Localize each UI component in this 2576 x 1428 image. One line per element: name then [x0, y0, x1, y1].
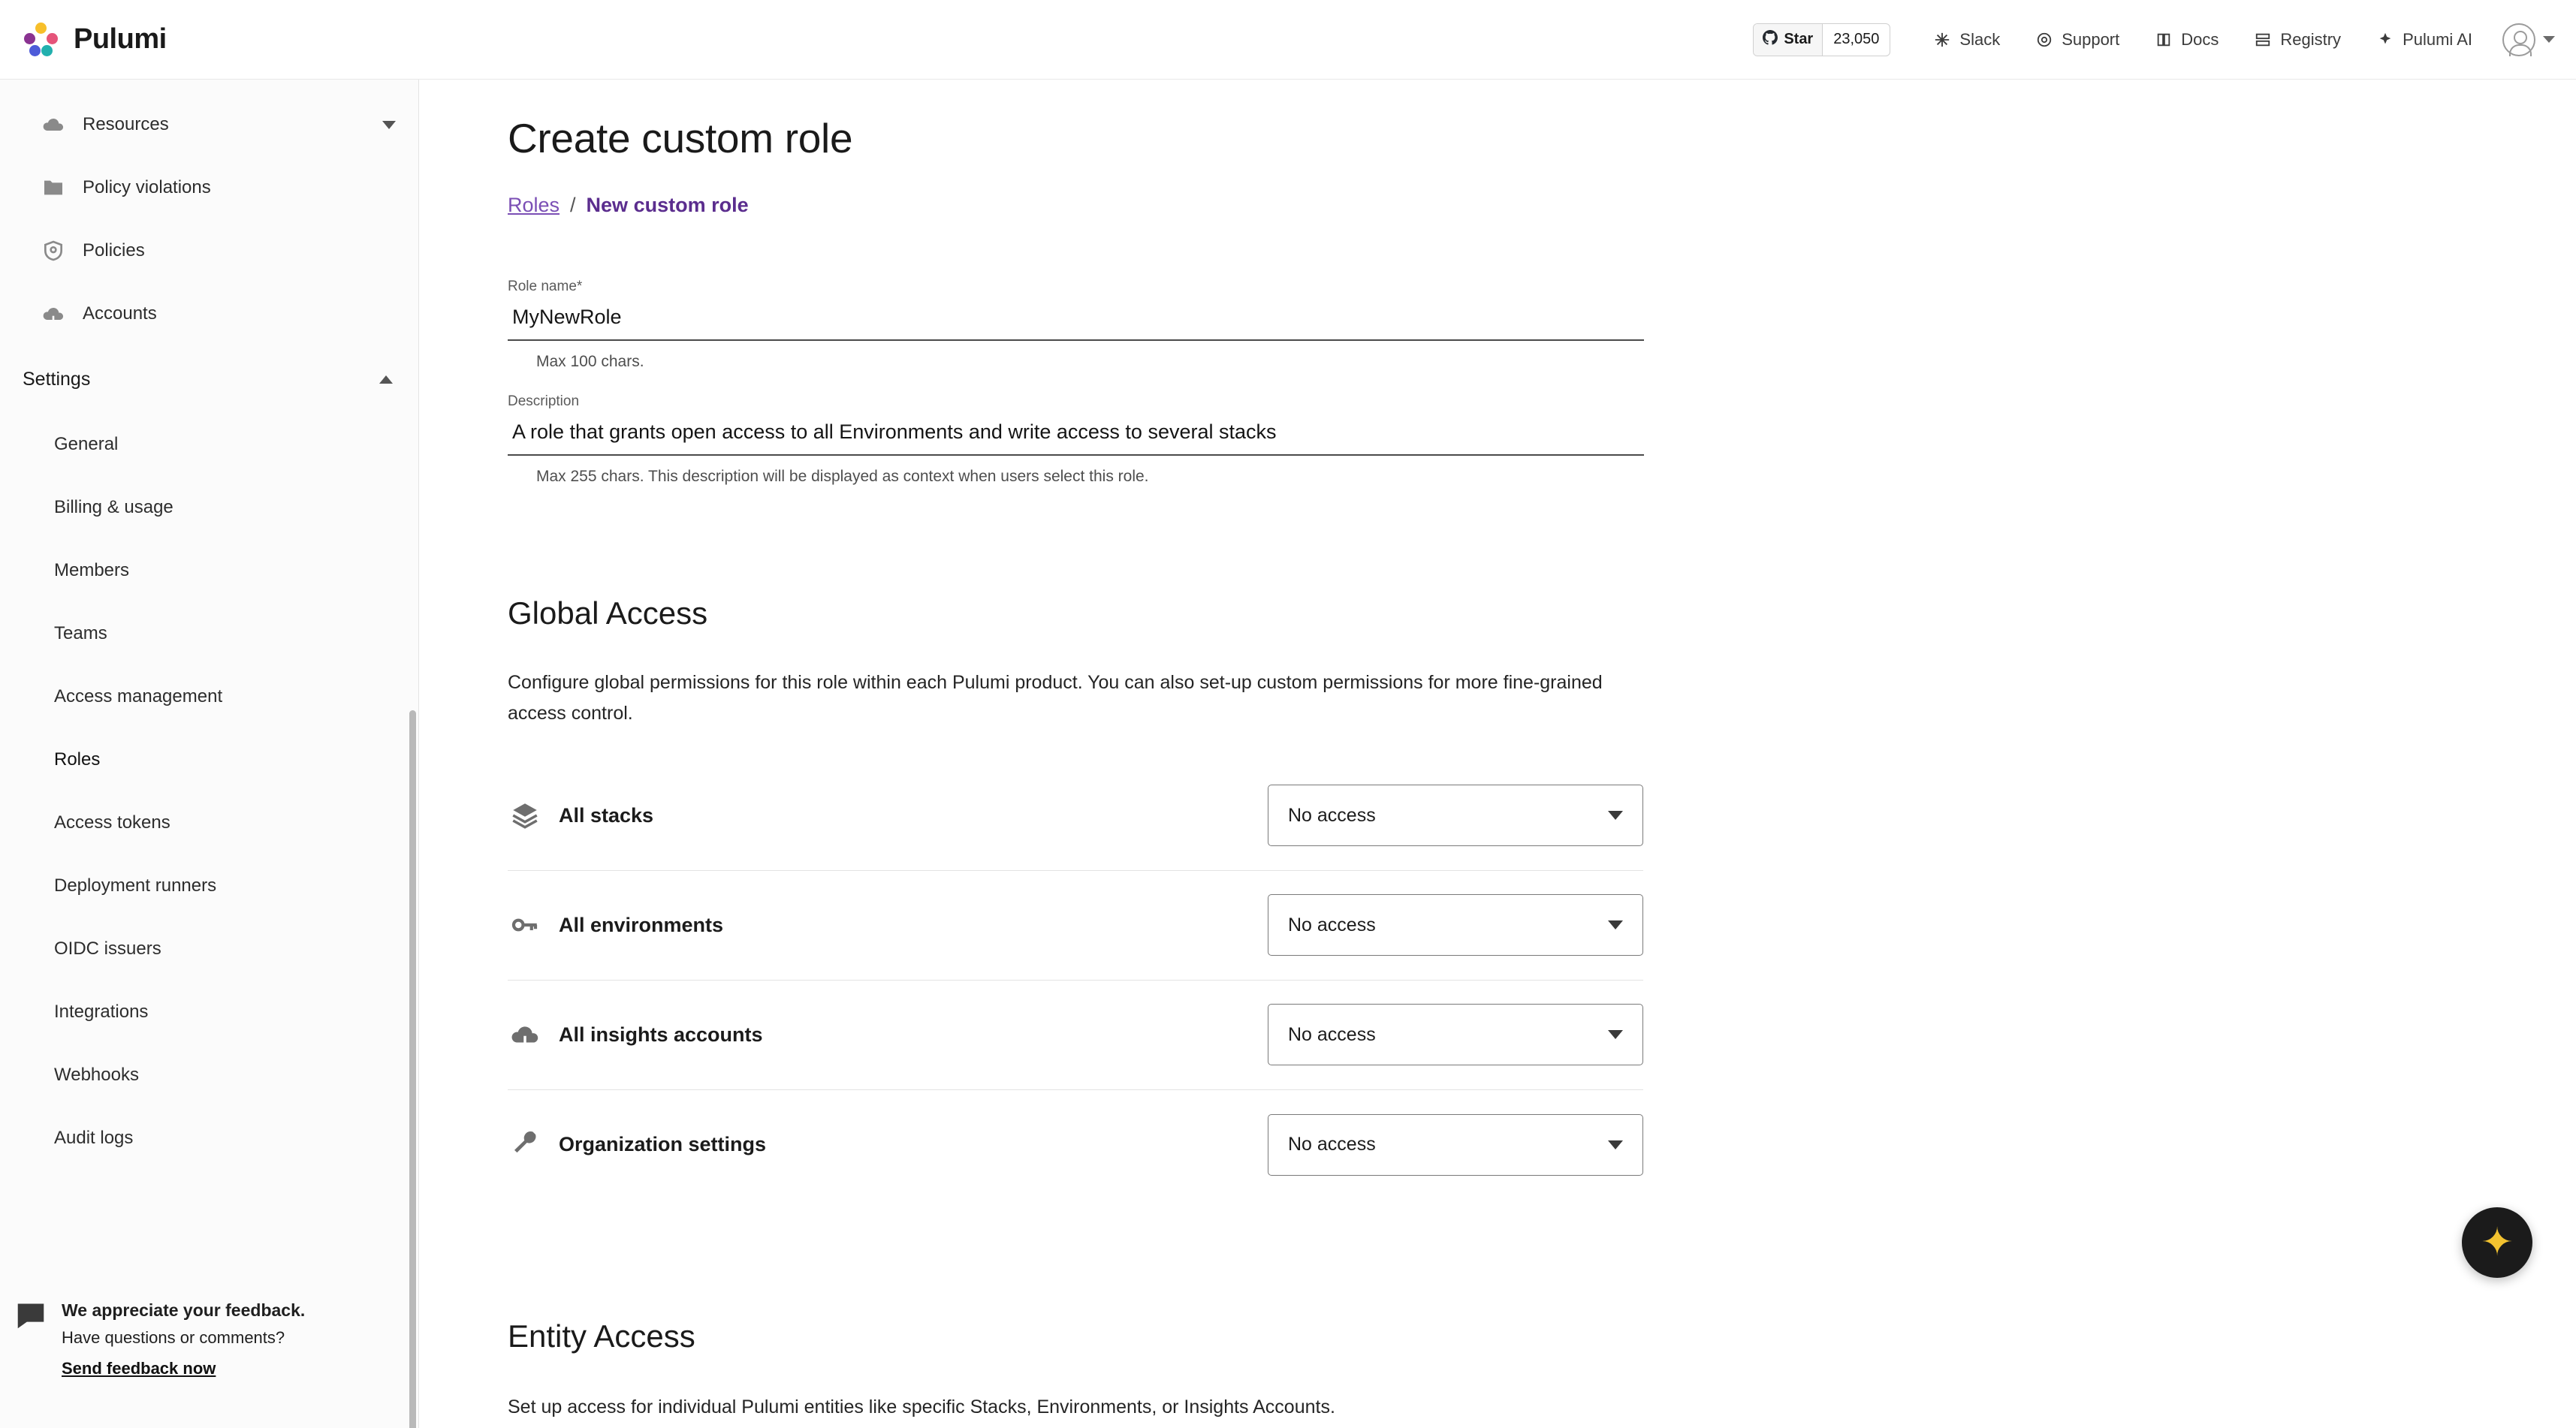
ai-icon: [2377, 32, 2394, 48]
breadcrumb-roles-link[interactable]: Roles: [508, 194, 560, 216]
brand-name: Pulumi: [74, 23, 167, 55]
sidebar: [0, 80, 419, 1428]
sidebar-section-settings-label: Settings: [23, 368, 91, 390]
stacks-icon: [508, 798, 542, 833]
nav-item-docs[interactable]: [2137, 17, 2237, 62]
nav-item-registry-label: Registry: [2280, 29, 2342, 49]
description-input[interactable]: [508, 420, 1644, 456]
role-name-field: [508, 279, 1644, 371]
breadcrumb-current: New custom role: [586, 194, 749, 216]
nav-item-docs-label: Docs: [2181, 29, 2219, 49]
sidebar-item-billing-usage-label: Billing & usage: [54, 497, 173, 517]
sidebar-item-roles[interactable]: [0, 728, 418, 791]
key-icon: [508, 908, 542, 942]
sidebar-item-oidc-issuers[interactable]: [0, 917, 418, 981]
nav-item-pulumi-ai[interactable]: [2359, 17, 2490, 62]
sidebar-item-access-management[interactable]: [0, 665, 418, 728]
role-form: [508, 279, 1644, 486]
sidebar-item-members[interactable]: [0, 539, 418, 602]
cloud-icon: [41, 112, 66, 137]
nav-item-slack-label: Slack: [1959, 29, 2001, 49]
main-content: [419, 80, 2576, 1428]
breadcrumb-separator: /: [570, 194, 576, 216]
sidebar-item-accounts-label: Accounts: [83, 303, 157, 324]
sidebar-item-resources-label: Resources: [83, 114, 169, 134]
access-select-all-insights-accounts[interactable]: [1268, 1004, 1643, 1065]
github-star-count: 23,050: [1823, 31, 1890, 48]
sparkle-icon: ✦: [2481, 1221, 2514, 1264]
description-field: [508, 393, 1644, 486]
sidebar-item-accounts[interactable]: [0, 282, 418, 345]
page-title: Create custom role: [508, 115, 853, 161]
github-star-button[interactable]: [1753, 23, 1890, 56]
top-nav-items: [1753, 17, 2576, 62]
registry-icon: [2255, 32, 2271, 48]
sidebar-item-access-tokens[interactable]: [0, 791, 418, 854]
permission-label-all-stacks: All stacks: [559, 803, 654, 827]
send-feedback-link[interactable]: Send feedback now: [62, 1358, 216, 1378]
entity-access-heading: Entity Access: [508, 1318, 695, 1354]
permission-row-all-environments: [508, 871, 1643, 981]
nav-item-support[interactable]: [2018, 17, 2137, 62]
github-star-label: Star: [1784, 31, 1814, 47]
nav-item-support-label: Support: [2062, 29, 2120, 49]
access-select-all-environments[interactable]: [1268, 894, 1643, 956]
book-icon: [2155, 32, 2172, 48]
cloud-upload-icon: [41, 301, 66, 327]
permission-row-all-stacks: [508, 761, 1643, 871]
sidebar-item-deployment-runners[interactable]: [0, 854, 418, 917]
access-select-all-stacks-value: No access: [1288, 804, 1376, 826]
feedback-block: [0, 1297, 419, 1381]
entity-access-description: Set up access for individual Pulumi entities like specific Stacks, Environments, or Insights Accounts.: [508, 1396, 1335, 1417]
chevron-down-icon: [2543, 36, 2555, 43]
access-select-all-environments-value: No access: [1288, 914, 1376, 935]
chat-icon: [15, 1301, 47, 1330]
github-icon: [1763, 30, 1778, 50]
global-access-description: Configure global permissions for this role within each Pulumi product. You can also set-up custom permissions for more fine-grained access control.: [508, 672, 1603, 725]
access-select-organization-settings-value: No access: [1288, 1134, 1376, 1155]
sidebar-item-teams-label: Teams: [54, 623, 107, 643]
folder-icon: [41, 175, 66, 200]
sidebar-item-integrations-label: Integrations: [54, 1002, 149, 1022]
permission-label-organization-settings: Organization settings: [559, 1133, 767, 1155]
sidebar-item-teams[interactable]: [0, 602, 418, 665]
chevron-down-icon: [1608, 1030, 1623, 1039]
pulumi-logo-icon: [24, 23, 59, 57]
sidebar-item-integrations[interactable]: [0, 981, 418, 1044]
global-access-heading: Global Access: [508, 595, 708, 631]
chevron-down-icon: [382, 121, 396, 129]
description-label: Description: [508, 393, 580, 409]
chevron-down-icon: [1608, 1140, 1623, 1149]
role-name-label-text: Role name: [508, 279, 577, 294]
sidebar-section-settings[interactable]: [0, 345, 418, 413]
breadcrumb: [508, 194, 2576, 217]
sidebar-item-general[interactable]: [0, 413, 418, 476]
user-menu[interactable]: [2490, 23, 2555, 56]
permission-label-all-environments: All environments: [559, 913, 724, 936]
ai-assistant-button[interactable]: [2462, 1207, 2532, 1278]
chevron-down-icon: [1608, 811, 1623, 820]
wrench-icon: [508, 1128, 542, 1162]
avatar: [2502, 23, 2535, 56]
description-hint: Max 255 chars. This description will be displayed as context when users select this role.: [536, 468, 1149, 485]
permission-label-all-insights-accounts: All insights accounts: [559, 1023, 763, 1046]
sidebar-item-policies[interactable]: [0, 219, 418, 282]
permission-row-all-insights-accounts: [508, 981, 1643, 1090]
sidebar-item-policy-violations-label: Policy violations: [83, 177, 211, 197]
sidebar-item-access-tokens-label: Access tokens: [54, 812, 170, 833]
nav-item-registry[interactable]: [2237, 17, 2359, 62]
sidebar-item-deployment-runners-label: Deployment runners: [54, 875, 217, 896]
access-select-all-stacks[interactable]: [1268, 785, 1643, 846]
slack-icon: [1934, 32, 1950, 48]
nav-item-slack[interactable]: [1916, 17, 2018, 62]
chevron-down-icon: [1608, 920, 1623, 929]
sidebar-item-policies-label: Policies: [83, 240, 145, 261]
sidebar-item-webhooks[interactable]: [0, 1044, 418, 1107]
sidebar-item-roles-label: Roles: [54, 749, 101, 770]
lifebuoy-icon: [2036, 32, 2053, 48]
sidebar-item-webhooks-label: Webhooks: [54, 1065, 139, 1085]
role-name-label: [508, 279, 1644, 295]
sidebar-item-audit-logs[interactable]: [0, 1107, 418, 1170]
feedback-subtitle: Have questions or comments?: [62, 1327, 285, 1347]
nav-item-pulumi-ai-label: Pulumi AI: [2403, 29, 2472, 49]
sidebar-item-resources[interactable]: [0, 93, 418, 156]
sidebar-item-billing-usage[interactable]: [0, 476, 418, 539]
sidebar-item-oidc-issuers-label: OIDC issuers: [54, 938, 161, 959]
permission-row-organization-settings: [508, 1090, 1643, 1200]
access-select-all-insights-accounts-value: No access: [1288, 1023, 1376, 1045]
shield-icon: [41, 238, 66, 264]
sidebar-item-members-label: Members: [54, 560, 130, 580]
sidebar-item-general-label: General: [54, 434, 119, 454]
role-name-input[interactable]: [508, 306, 1644, 341]
sidebar-item-audit-logs-label: Audit logs: [54, 1128, 134, 1148]
sidebar-item-policy-violations[interactable]: [0, 156, 418, 219]
role-name-hint: Max 100 chars.: [536, 353, 644, 370]
sidebar-item-access-management-label: Access management: [54, 686, 223, 706]
chevron-up-icon: [379, 375, 393, 384]
access-select-organization-settings[interactable]: [1268, 1114, 1643, 1176]
required-marker: *: [576, 279, 583, 294]
feedback-title: We appreciate your feedback.: [62, 1300, 306, 1320]
cloud-upload-icon: [508, 1017, 542, 1052]
brand-home-link[interactable]: [0, 23, 421, 57]
global-access-list: [508, 761, 1643, 1200]
top-navigation-bar: [0, 0, 2576, 80]
